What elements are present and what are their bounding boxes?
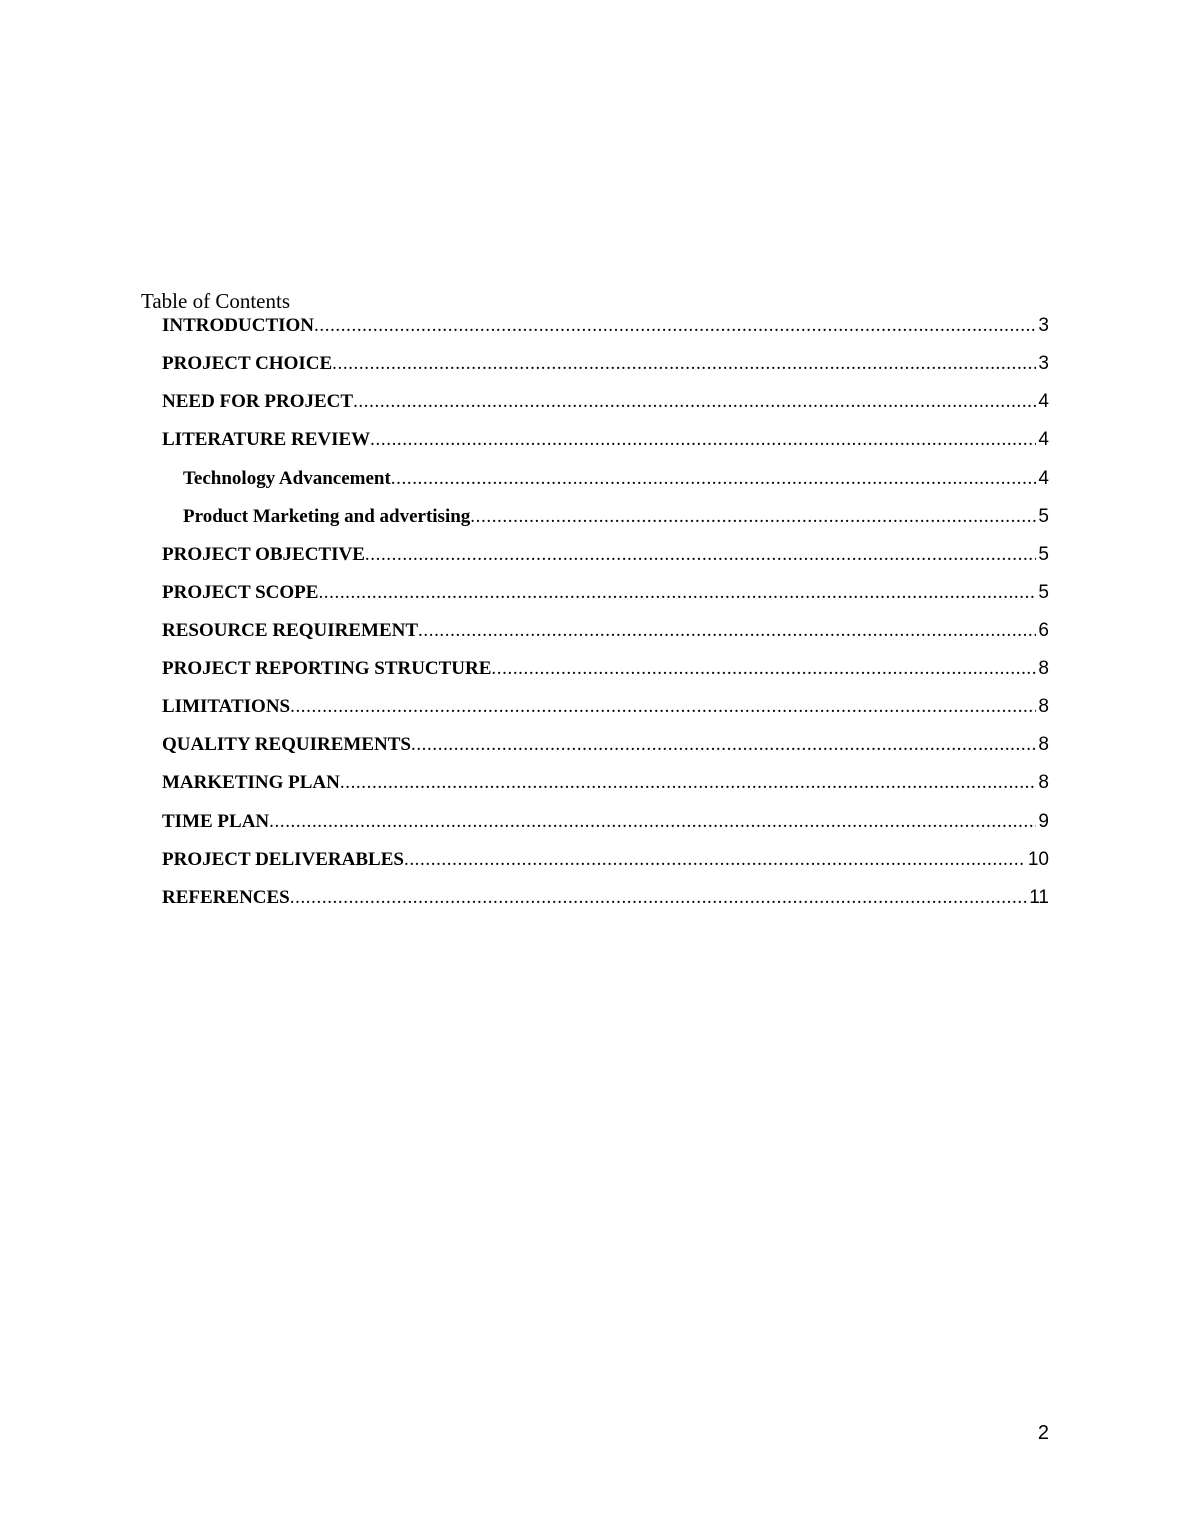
toc-entry-label: PROJECT OBJECTIVE [162,544,365,565]
toc-entry-label: LIMITATIONS [162,696,291,717]
toc-entry-quality-requirements[interactable] [162,734,1049,760]
toc-entry-time-plan[interactable] [162,811,1049,837]
toc-entry-label: QUALITY REQUIREMENTS [162,734,411,755]
toc-entry-page: 8 [1038,734,1049,755]
dot-leader [404,849,1026,871]
toc-entry-label: INTRODUCTION [162,315,315,336]
toc-entry-project-choice[interactable] [162,353,1049,379]
dot-leader [332,353,1036,375]
toc-entry-page: 8 [1038,772,1049,793]
toc-entry-page: 3 [1038,353,1049,374]
toc-entry-page: 10 [1027,849,1049,870]
dot-leader [314,315,1036,337]
toc-entry-page: 8 [1038,696,1049,717]
toc-entry-label: PROJECT CHOICE [162,353,333,374]
toc-entry-label: PROJECT REPORTING STRUCTURE [162,658,492,679]
toc-entry-introduction[interactable] [162,315,1049,341]
dot-leader [418,620,1036,642]
toc-entry-label: Technology Advancement [183,468,391,489]
toc-entry-label: LITERATURE REVIEW [162,429,371,450]
dot-leader [391,468,1037,490]
toc-entry-page: 4 [1038,391,1049,412]
toc-entry-project-deliverables[interactable] [162,849,1049,875]
toc-entry-page: 8 [1038,658,1049,679]
toc-entry-label: PROJECT SCOPE [162,582,319,603]
toc-entry-marketing-plan[interactable] [162,772,1049,798]
toc-entry-project-reporting-structure[interactable] [162,658,1049,684]
toc-entry-page: 3 [1038,315,1049,336]
toc-entry-page: 5 [1038,506,1049,527]
toc-entry-limitations[interactable] [162,696,1049,722]
toc-entry-page: 4 [1038,429,1049,450]
toc-entry-label: PROJECT DELIVERABLES [162,849,404,870]
toc-entry-page: 5 [1038,582,1049,603]
toc-title: Table of Contents [141,289,290,313]
toc-entry-project-objective[interactable] [162,544,1049,570]
toc-entry-page: 11 [1029,887,1049,908]
dot-leader [365,544,1037,566]
dot-leader [269,811,1036,833]
dot-leader [411,734,1036,756]
dot-leader [491,658,1036,680]
dot-leader [290,887,1028,909]
toc-entry-label: TIME PLAN [162,811,270,832]
dot-leader [340,772,1037,794]
toc-entry-page: 9 [1038,811,1049,832]
toc-entry-page: 5 [1038,544,1049,565]
dot-leader [318,582,1036,604]
dot-leader [290,696,1036,718]
dot-leader [470,506,1036,528]
toc-entry-label: MARKETING PLAN [162,772,340,793]
page-number: 2 [1037,1422,1049,1444]
toc-entry-label: RESOURCE REQUIREMENT [162,620,419,641]
toc-entry-literature-review[interactable] [162,429,1049,455]
toc-entry-page: 6 [1038,620,1049,641]
toc-entry-product-marketing[interactable] [183,506,1049,532]
toc-entry-project-scope[interactable] [162,582,1049,608]
toc-entry-label: Product Marketing and advertising [183,506,471,527]
toc-entry-label: NEED FOR PROJECT [162,391,354,412]
toc-entry-need-for-project[interactable] [162,391,1049,417]
toc-entry-technology-advancement[interactable] [183,468,1049,494]
dot-leader [353,391,1036,413]
toc-entry-resource-requirement[interactable] [162,620,1049,646]
toc-entry-page: 4 [1038,468,1049,489]
toc-entry-label: REFERENCES [162,887,290,908]
dot-leader [370,429,1036,451]
toc-entry-references[interactable] [162,887,1049,913]
